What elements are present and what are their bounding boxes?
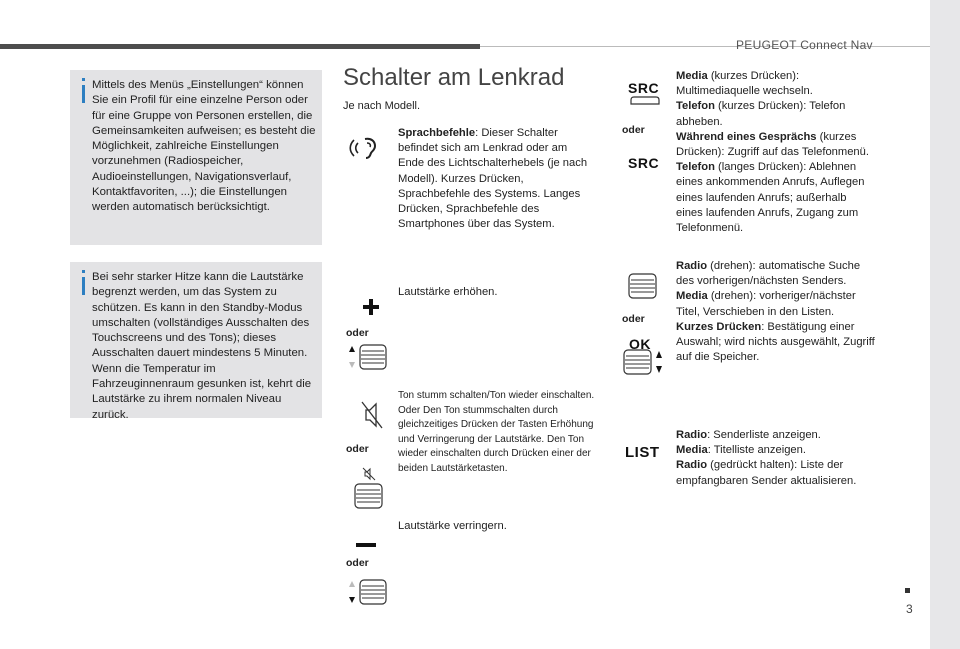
voice-description: Sprachbefehle: Dieser Schalter befindet sich am Lenkrad oder am Ende des Lichtschalterhebels (je nach Modell). Kurzes Drücken, Sprachbefehle des Systems. Langes Drücken, Sprachbefehle des Smartphones über das System. [398, 127, 588, 231]
volume-up-description: Lautstärke erhöhen. [398, 286, 498, 298]
side-strip [930, 0, 960, 649]
scroll-wheel-icon [626, 272, 658, 300]
minus-icon [356, 541, 376, 549]
info-note-settings [70, 70, 322, 245]
ok-scroll-wheel-icon [622, 348, 666, 376]
plus-icon [362, 298, 380, 316]
ok-button-label: OK [629, 336, 651, 352]
mute-description: Ton stumm schalten/Ton wieder einschalten. Oder Den Ton stummschalten durch gleichzeitiges Drücken der Tasten Erhöhung und Verringerung der Lautstärke. Den Ton wieder einschalten durch Drücken einer der beiden Lautstärketasten. [398, 390, 595, 474]
section-title: Schalter am Lenkrad [343, 64, 565, 91]
scroll-wheel-down-icon [346, 578, 388, 606]
src-description: Media (kurzes Drücken): Multimediaquelle wechseln. Telefon (kurzes Drücken): Telefon abheben. Während eines Gesprächs (kurzes Drücken): Zugriff auf das Telefonmenü. Telefon (langes Drücken): Ablehnen eines ankommenden Anrufs, Auflegen eines laufenden Anrufs; außerhalb eines laufenden Anrufs, Zugang zum Telefonmenü. [676, 70, 869, 235]
info-note-heat [70, 262, 322, 421]
src-button-icon [629, 96, 661, 106]
note-text: Bei sehr starker Hitze kann die Lautstärke begrenzt werden, um das System zu schützen. Es kann in den Standby-Modus umschalten (vollständiges Ausschalten des Touchscreens und des Tons); dieses Ausschalten dauert mindestens 5 Minuten. Wenn die Temperatur im Fahrzeuginnenraum gesunken ist, kehrt die Lautstärke zu ihrem normalen Niveau zurück. [92, 271, 312, 421]
end-marker [905, 588, 910, 593]
oder-label: oder [346, 443, 369, 455]
mute-icon [360, 400, 384, 430]
oder-label: oder [346, 557, 369, 569]
oder-label: oder [622, 124, 645, 136]
page-header: PEUGEOT Connect Nav [736, 38, 873, 52]
list-button-label: LIST [625, 444, 660, 461]
wheel-description: Radio (drehen): automatische Suche des vorherigen/nächsten Senders. Media (drehen): vorheriger/nächster Titel, Verschieben in den Listen. Kurzes Drücken: Bestätigung einer Auswahl; wird nichts ausgewählt, Zugriff auf die Speicher. [676, 260, 875, 364]
src-label-alt: SRC [628, 155, 660, 171]
header-bar [0, 44, 480, 49]
note-text: Mittels des Menüs „Einstellungen“ können Sie ein Profil für eine einzelne Person oder für eine Gruppe von Personen erstellen, die Gemeinsamkeiten aufweisen; es besteht die Möglichkeit, zahlreiche Einstellungen vorzunehmen (Radiospeicher, Audioeinstellungen, Navigationsverlauf, Kontaktfavoriten, ...); die Einstellungen werden automatisch berücksichtigt. [92, 79, 316, 214]
page-number: 3 [906, 602, 913, 616]
intro-text: Je nach Modell. [343, 100, 421, 112]
volume-down-description: Lautstärke verringern. [398, 520, 507, 532]
src-button-label: SRC [628, 80, 660, 96]
list-description: Radio: Senderliste anzeigen. Media: Titelliste anzeigen. Radio (gedrückt halten): Liste der empfangbaren Sender aktualisieren. [676, 429, 857, 487]
oder-label: oder [346, 327, 369, 339]
oder-label: oder [622, 313, 645, 325]
info-icon [82, 277, 85, 295]
info-icon [82, 85, 85, 103]
mute-small-icon [362, 467, 376, 481]
scroll-wheel-up-icon [346, 343, 388, 371]
voice-command-icon [349, 133, 383, 163]
scroll-wheel-icon [352, 482, 384, 510]
